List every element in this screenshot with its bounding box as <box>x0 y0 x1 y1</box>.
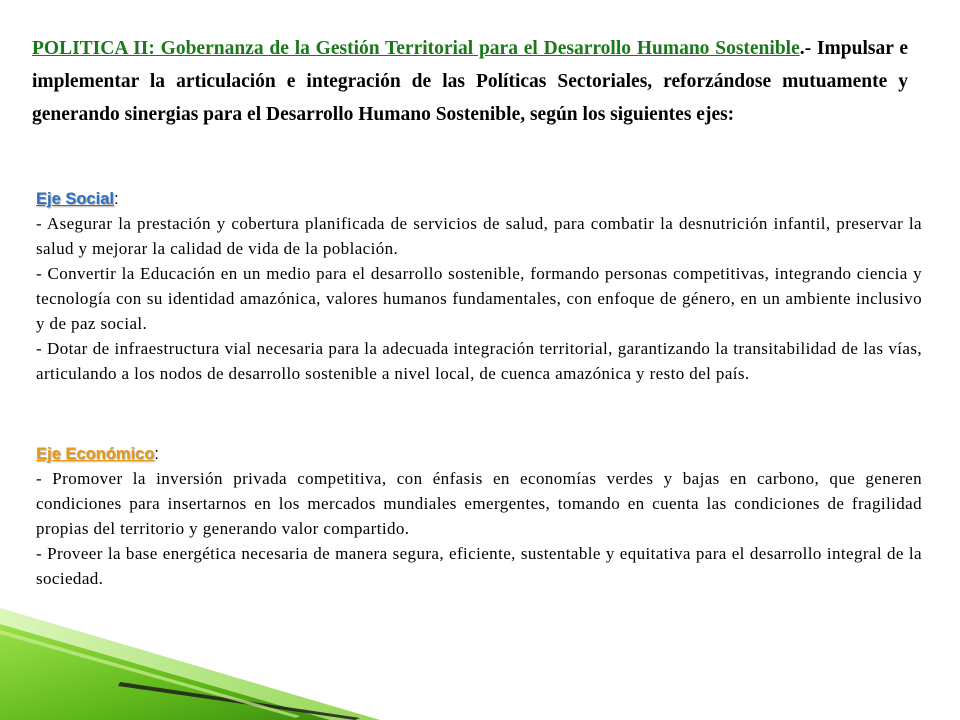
policy-heading: POLITICA II: Gobernanza de la Gestión Territorial para el Desarrollo Humano Sostenible <box>32 38 800 59</box>
eje-economico-title: Eje Económico <box>36 445 155 463</box>
policy-separator: .- <box>799 38 812 59</box>
policy-body: Impulsar e implementar la articulación e integración de las Políticas Sectoriales, reforzándose mutuamente y generando sinergias para el Desarrollo Humano Sostenible, según los siguientes ejes: <box>32 38 908 125</box>
eje-social-title: Eje Social <box>36 190 114 208</box>
eje-economico-colon: : <box>154 444 160 463</box>
eje-social-item-2: - Convertir la Educación en un medio para el desarrollo sostenible, formando personas competitivas, integrando ciencia y tecnología con su identidad amazónica, valores humanos fundamentales, con enfoque de género, en un ambiente inclusivo y de paz social. <box>36 264 922 333</box>
eje-economico-item-2: - Proveer la base energética necesaria de manera segura, eficiente, sustentable y equitativa para el desarrollo integral de la sociedad. <box>36 544 922 588</box>
green-corner-decoration <box>0 590 380 720</box>
eje-social-section <box>36 186 922 386</box>
eje-social-header <box>36 186 922 211</box>
eje-social-item-3: - Dotar de infraestructura vial necesaria para la adecuada integración territorial, garantizando la transitabilidad de las vías, articulando a los nodos de desarrollo sostenible a nivel local, de cuenca amazónica y resto del país. <box>36 339 922 383</box>
eje-economico-header <box>36 441 922 466</box>
policy-paragraph <box>32 32 908 131</box>
eje-social-item-1: - Asegurar la prestación y cobertura planificada de servicios de salud, para combatir la desnutrición infantil, preservar la salud y mejorar la calidad de vida de la población. <box>36 214 922 258</box>
eje-economico-section <box>36 441 922 591</box>
eje-economico-item-1: - Promover la inversión privada competitiva, con énfasis en economías verdes y bajas en carbono, que generen condiciones para insertarnos en los mercados mundiales emergentes, tomando en cuenta las condiciones de fragilidad propias del territorio y generando valor compartido. <box>36 469 922 538</box>
eje-social-colon: : <box>113 189 119 208</box>
